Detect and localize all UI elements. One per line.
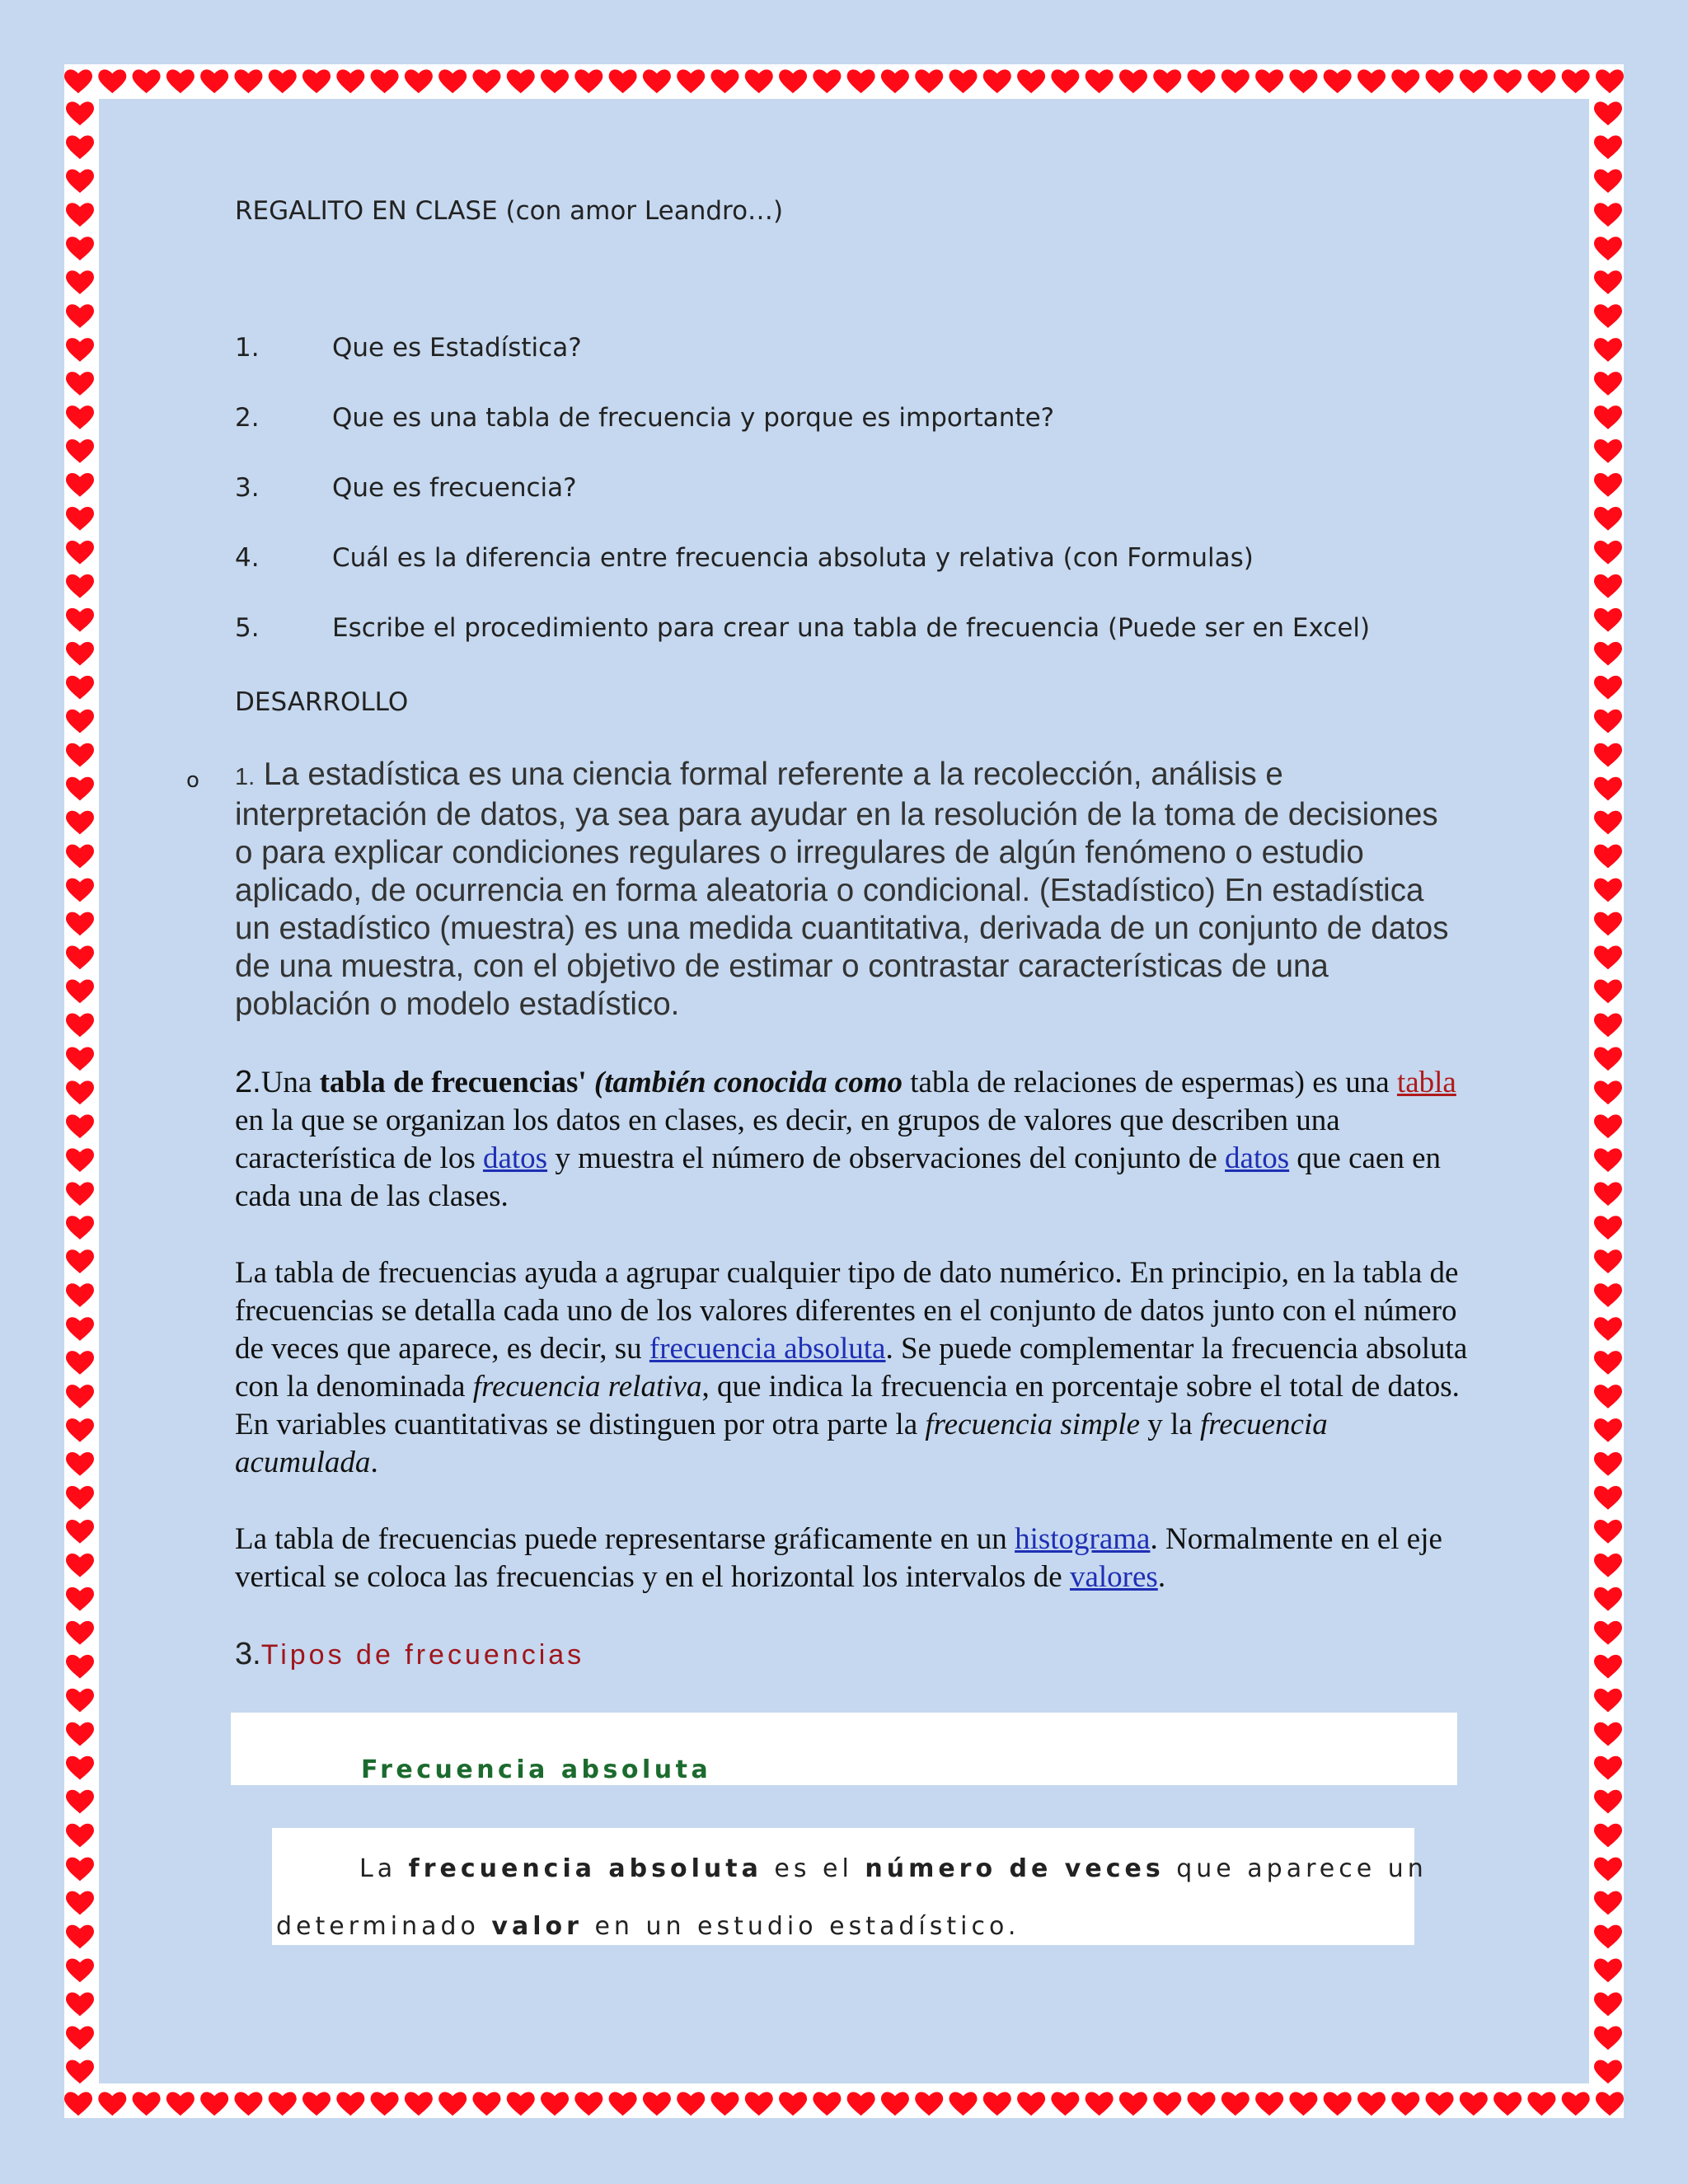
heart-icon — [1221, 69, 1250, 93]
heart-icon — [66, 1452, 94, 1476]
heart-icon — [1255, 2092, 1283, 2116]
heart-icon — [1594, 845, 1622, 869]
heart-icon — [472, 69, 500, 93]
text-run: . Se puede complementar la frecuencia absoluta con la denominada — [235, 1332, 1468, 1404]
heart-icon — [66, 1249, 94, 1273]
heart-icon — [1594, 473, 1622, 497]
heart-icon — [66, 338, 94, 362]
heart-icon — [66, 541, 94, 565]
heart-icon — [1594, 1182, 1622, 1206]
text-run: en la que se organizan los datos en clases, es decir, en grupos de valores que describen una característica de los — [235, 1104, 1340, 1175]
heart-icon — [66, 1216, 94, 1240]
heart-icon — [1596, 69, 1624, 93]
heart-icon — [1594, 1891, 1622, 1915]
heart-icon — [1594, 304, 1622, 328]
question-text: Que es Estadística? — [332, 333, 582, 363]
heart-icon — [66, 135, 94, 159]
heart-icon — [1594, 1959, 1622, 1983]
heart-icon — [1594, 1114, 1622, 1138]
heart-icon — [1527, 2092, 1555, 2116]
heart-icon — [66, 574, 94, 598]
heart-icon — [1594, 372, 1622, 396]
heart-icon — [1594, 135, 1622, 159]
heart-icon — [1594, 1993, 1622, 2017]
text-run: Una — [260, 1066, 320, 1099]
heart-icon — [1085, 2092, 1114, 2116]
heart-icon — [1594, 1148, 1622, 1172]
heart-icon — [1594, 980, 1622, 1004]
heart-icon — [1594, 169, 1622, 193]
link-histograma[interactable]: histograma — [1015, 1522, 1151, 1556]
frecuencia-absoluta-header-box — [231, 1713, 1457, 1785]
heart-icon — [983, 2092, 1011, 2116]
heart-icon — [1324, 2092, 1352, 2116]
heart-icon — [1594, 1520, 1622, 1544]
heart-icon — [66, 2060, 94, 2083]
text-run: y la — [1140, 1408, 1200, 1441]
heart-icon — [66, 777, 94, 801]
heart-icon — [66, 743, 94, 767]
heart-icon — [66, 608, 94, 632]
heart-icon — [66, 1587, 94, 1611]
heart-icon — [1391, 69, 1419, 93]
heart-icon — [66, 1790, 94, 1814]
heart-icon — [405, 69, 433, 93]
heart-icon — [1594, 912, 1622, 936]
definition-box — [272, 1828, 1428, 1945]
bold-term: frecuencia absoluta — [408, 1854, 762, 1883]
heart-icon — [66, 1925, 94, 1949]
heart-icon — [66, 507, 94, 531]
heart-icon — [66, 1891, 94, 1915]
heart-icon — [1594, 338, 1622, 362]
heart-icon — [302, 69, 331, 93]
heart-icon — [1594, 1587, 1622, 1611]
heart-icon — [813, 69, 841, 93]
heart-icon — [66, 101, 94, 125]
heart-icon — [1594, 608, 1622, 632]
heart-icon — [66, 1148, 94, 1172]
bold-term: número de veces — [865, 1854, 1165, 1883]
heart-icon — [1153, 69, 1181, 93]
text-run: . Normalmente en el eje vertical se coloca las frecuencias y en el horizontal los intervalos de — [235, 1522, 1442, 1594]
heart-icon — [1594, 1283, 1622, 1307]
heart-icon — [1153, 2092, 1181, 2116]
answer-2-paragraph-2 — [235, 1254, 1471, 1482]
heart-icon — [1426, 69, 1454, 93]
text-run: La — [359, 1854, 409, 1883]
definition-line-2 — [276, 1912, 1020, 1941]
heart-icon — [66, 439, 94, 463]
heart-icon — [66, 270, 94, 294]
heart-icon — [66, 1114, 94, 1138]
heart-icon — [1594, 1689, 1622, 1713]
heart-icon — [66, 405, 94, 429]
heart-icon — [66, 1080, 94, 1104]
heart-icon — [1289, 2092, 1317, 2116]
heart-icon — [1460, 2092, 1488, 2116]
heart-icon — [1594, 101, 1622, 125]
heart-icon — [1017, 2092, 1045, 2116]
question-item — [235, 333, 1471, 403]
text-run: es el — [762, 1854, 865, 1883]
question-number: 5. — [235, 613, 260, 643]
heart-icon — [847, 69, 875, 93]
heart-icon — [1594, 676, 1622, 700]
heart-icon — [66, 1418, 94, 1442]
heart-icon — [66, 1013, 94, 1037]
text-run: . — [370, 1446, 378, 1479]
heart-icon — [269, 69, 297, 93]
heart-icon — [166, 69, 195, 93]
heart-icon — [813, 2092, 841, 2116]
heart-icon — [643, 2092, 671, 2116]
heart-icon — [1594, 1351, 1622, 1375]
heart-icon — [133, 2092, 161, 2116]
heart-icon — [1562, 69, 1590, 93]
heart-icon — [66, 2026, 94, 2050]
heart-icon — [66, 811, 94, 835]
link-datos[interactable]: datos — [1225, 1141, 1290, 1175]
heart-icon — [1594, 439, 1622, 463]
heart-icon — [1594, 2026, 1622, 2050]
text-run: La tabla de frecuencias puede representarse gráficamente en un — [235, 1522, 1015, 1556]
heart-icon — [1594, 507, 1622, 531]
heart-icon — [234, 2092, 262, 2116]
heart-icon — [66, 845, 94, 869]
heart-icon — [66, 1351, 94, 1375]
heart-icon — [915, 2092, 943, 2116]
heart-icon — [200, 2092, 228, 2116]
heart-icon — [1493, 69, 1522, 93]
heart-icon — [1594, 1486, 1622, 1510]
text-run: determinado — [276, 1912, 492, 1941]
heart-icon — [950, 69, 978, 93]
heart-icon — [1594, 1925, 1622, 1949]
heart-icon — [66, 1520, 94, 1544]
heart-icon — [541, 69, 569, 93]
heart-icon — [609, 69, 637, 93]
heart-icon — [1017, 69, 1045, 93]
heart-icon — [66, 946, 94, 970]
question-list — [235, 333, 1471, 683]
section-3-number: 3. — [235, 1637, 261, 1671]
heart-icon — [1594, 1790, 1622, 1814]
definition-line-1 — [359, 1854, 1428, 1883]
answer-1-number: 1. — [235, 764, 256, 790]
heart-icon — [66, 1554, 94, 1577]
heart-icon — [405, 2092, 433, 2116]
link-tabla[interactable]: tabla — [1396, 1066, 1456, 1099]
text-run: La tabla de frecuencias ayuda a agrupar cualquier tipo de dato numérico. En principio, en la tabla de frecuencias se detalla cada uno de los valores diferentes en el conjunto de datos junto con el número de veces que aparece, es decir, su — [235, 1256, 1459, 1366]
question-number: 1. — [235, 333, 260, 363]
heart-icon — [1527, 69, 1555, 93]
text-run: y muestra el número de observaciones del conjunto de — [547, 1141, 1226, 1175]
heart-icon — [1594, 1385, 1622, 1408]
question-number: 3. — [235, 473, 260, 503]
heart-icon — [66, 203, 94, 227]
text-run: , que indica la frecuencia en porcentaje sobre el total de datos. En variables cuantitativas se distinguen por otra parte la — [235, 1370, 1460, 1441]
heart-icon — [1594, 642, 1622, 666]
heart-icon — [950, 2092, 978, 2116]
heart-icon — [1594, 1452, 1622, 1476]
heart-icon — [779, 69, 807, 93]
heart-icon — [66, 912, 94, 936]
heart-icon — [371, 2092, 399, 2116]
heart-icon — [66, 1858, 94, 1882]
heart-icon — [1594, 1621, 1622, 1645]
question-number: 4. — [235, 543, 260, 573]
heart-icon — [1493, 2092, 1522, 2116]
italic-term: frecuencia simple — [925, 1408, 1141, 1441]
heart-icon — [64, 2092, 92, 2116]
heart-icon — [1085, 69, 1114, 93]
heart-icon — [302, 2092, 331, 2116]
heart-icon — [66, 1385, 94, 1408]
heart-icon — [66, 169, 94, 193]
heart-icon — [66, 372, 94, 396]
question-item — [235, 613, 1471, 683]
bold-term: tabla de frecuencias' — [319, 1066, 594, 1099]
heart-icon — [66, 879, 94, 902]
heart-icon — [234, 69, 262, 93]
document-title: REGALITO EN CLASE (con amor Leandro…) — [235, 196, 784, 226]
heart-icon — [66, 676, 94, 700]
heart-icon — [1594, 777, 1622, 801]
bold-term: valor — [491, 1912, 583, 1941]
heart-icon — [915, 69, 943, 93]
heart-icon — [66, 1621, 94, 1645]
text-run: en un estudio estadístico. — [582, 1912, 1020, 1941]
heart-icon — [1594, 574, 1622, 598]
heart-icon — [1289, 69, 1317, 93]
text-run: que caen en cada una de las clases. — [235, 1141, 1442, 1213]
heart-icon — [1594, 1047, 1622, 1071]
heart-icon — [1460, 69, 1488, 93]
heart-icon — [1594, 1418, 1622, 1442]
heart-icon — [66, 980, 94, 1004]
heart-icon — [574, 2092, 603, 2116]
heart-icon — [1119, 2092, 1147, 2116]
heart-icon — [1594, 1317, 1622, 1341]
heart-icon — [710, 69, 738, 93]
heart-icon — [66, 1047, 94, 1071]
heart-icon — [98, 2092, 126, 2116]
heart-icon — [66, 1317, 94, 1341]
heart-icon — [66, 1959, 94, 1983]
bullet-marker: o — [186, 768, 199, 793]
heart-icon — [1188, 69, 1216, 93]
heart-icon — [1594, 1554, 1622, 1577]
heart-icon — [1594, 1216, 1622, 1240]
frecuencia-absoluta-label: Frecuencia absoluta — [361, 1755, 712, 1784]
question-item — [235, 403, 1471, 473]
heart-icon — [64, 69, 92, 93]
heart-icon — [677, 2092, 705, 2116]
heart-icon — [1426, 2092, 1454, 2116]
text-run: . — [1157, 1560, 1166, 1594]
heart-icon — [710, 2092, 738, 2116]
heart-icon — [1594, 743, 1622, 767]
heart-icon — [1596, 2092, 1624, 2116]
heart-icon — [677, 69, 705, 93]
heart-icon — [541, 2092, 569, 2116]
heart-icon — [574, 69, 603, 93]
text-run: que aparece un — [1164, 1854, 1428, 1883]
heart-icon — [66, 473, 94, 497]
heart-icon — [1221, 2092, 1250, 2116]
heart-icon — [1594, 811, 1622, 835]
question-item — [235, 473, 1471, 543]
heart-icon — [66, 1486, 94, 1510]
heart-icon — [1594, 946, 1622, 970]
question-text: Que es frecuencia? — [332, 473, 577, 503]
heart-icon — [472, 2092, 500, 2116]
italic-term: frecuencia acumulada — [235, 1408, 1328, 1479]
heart-icon — [609, 2092, 637, 2116]
heart-icon — [1255, 69, 1283, 93]
heart-icon — [200, 69, 228, 93]
heart-icon — [1594, 710, 1622, 733]
heart-icon — [66, 1993, 94, 2017]
answer-2-paragraph-3 — [235, 1521, 1471, 1596]
heart-icon — [983, 69, 1011, 93]
heart-icon — [66, 1824, 94, 1848]
heart-icon — [1594, 1722, 1622, 1746]
heart-icon — [1594, 1249, 1622, 1273]
question-text: Que es una tabla de frecuencia y porque es importante? — [332, 403, 1055, 433]
heart-icon — [1594, 270, 1622, 294]
heart-icon — [1594, 1080, 1622, 1104]
heart-icon — [98, 69, 126, 93]
heart-icon — [66, 1756, 94, 1780]
heart-icon — [66, 304, 94, 328]
heart-icon — [66, 1689, 94, 1713]
heart-icon — [133, 69, 161, 93]
heart-icon — [66, 642, 94, 666]
heart-icon — [1357, 2092, 1386, 2116]
heart-icon — [1119, 69, 1147, 93]
heart-icon — [1594, 541, 1622, 565]
heart-icon — [881, 2092, 909, 2116]
heart-icon — [66, 1283, 94, 1307]
heart-icon — [1594, 1824, 1622, 1848]
section-3-title: Tipos de frecuencias — [260, 1639, 585, 1671]
heart-icon — [371, 69, 399, 93]
answer-1-paragraph — [235, 756, 1455, 1024]
heart-icon — [1594, 2060, 1622, 2083]
heart-icon — [1594, 203, 1622, 227]
heart-icon — [269, 2092, 297, 2116]
link-datos[interactable]: datos — [482, 1141, 548, 1175]
heart-icon — [779, 2092, 807, 2116]
heart-icon — [643, 69, 671, 93]
answer-2-number: 2. — [235, 1065, 261, 1099]
heart-icon — [1594, 405, 1622, 429]
heart-icon — [1188, 2092, 1216, 2116]
heart-icon — [1594, 237, 1622, 260]
italic-term: frecuencia relativa — [472, 1370, 702, 1404]
heart-icon — [745, 69, 773, 93]
heart-icon — [1594, 1756, 1622, 1780]
heart-icon — [66, 1182, 94, 1206]
heart-icon — [438, 69, 467, 93]
heart-icon — [66, 1722, 94, 1746]
answer-2-paragraph — [235, 1063, 1471, 1216]
heart-icon — [1594, 1655, 1622, 1679]
heart-icon — [1594, 1858, 1622, 1882]
heart-icon — [847, 2092, 875, 2116]
heart-icon — [507, 69, 535, 93]
heart-icon — [1562, 2092, 1590, 2116]
heart-icon — [438, 2092, 467, 2116]
heart-icon — [336, 2092, 364, 2116]
link-frecuencia-absoluta[interactable]: frecuencia absoluta — [649, 1332, 886, 1366]
heart-icon — [1594, 879, 1622, 902]
heart-icon — [336, 69, 364, 93]
heart-icon — [1391, 2092, 1419, 2116]
link-valores[interactable]: valores — [1069, 1560, 1158, 1594]
heart-icon — [1051, 2092, 1079, 2116]
heart-icon — [745, 2092, 773, 2116]
heart-icon — [1357, 69, 1386, 93]
question-text: Escribe el procedimiento para crear una tabla de frecuencia (Puede ser en Excel) — [332, 613, 1371, 643]
heart-icon — [1324, 69, 1352, 93]
bold-italic-term: (también conocida como — [593, 1066, 903, 1099]
heart-icon — [166, 2092, 195, 2116]
heart-icon — [507, 2092, 535, 2116]
text-run: tabla de relaciones de espermas) es una — [903, 1066, 1397, 1099]
heart-icon — [1051, 69, 1079, 93]
development-heading: DESARROLLO — [235, 687, 409, 717]
question-number: 2. — [235, 403, 260, 433]
heart-icon — [66, 710, 94, 733]
question-item — [235, 543, 1471, 613]
heart-icon — [881, 69, 909, 93]
heart-icon — [66, 237, 94, 260]
heart-icon — [66, 1655, 94, 1679]
section-3-heading — [235, 1637, 584, 1672]
heart-icon — [1594, 1013, 1622, 1037]
question-text: Cuál es la diferencia entre frecuencia absoluta y relativa (con Formulas) — [332, 543, 1254, 573]
answer-1-text: La estadística es una ciencia formal referente a la recolección, análisis e interpretación de datos, ya sea para ayudar en la resolución de la toma de decisiones o para explicar condiciones regulares o irregulares de algún fenómeno o estudio aplicado, de ocurrencia en forma aleatoria o condicional. (Estadístico) En estadística un estadístico (muestra) es una medida cuantitativa, derivada de un conjunto de datos de una muestra, con el objetivo de estimar o contrastar características de una población o modelo estadístico. — [235, 757, 1449, 1022]
